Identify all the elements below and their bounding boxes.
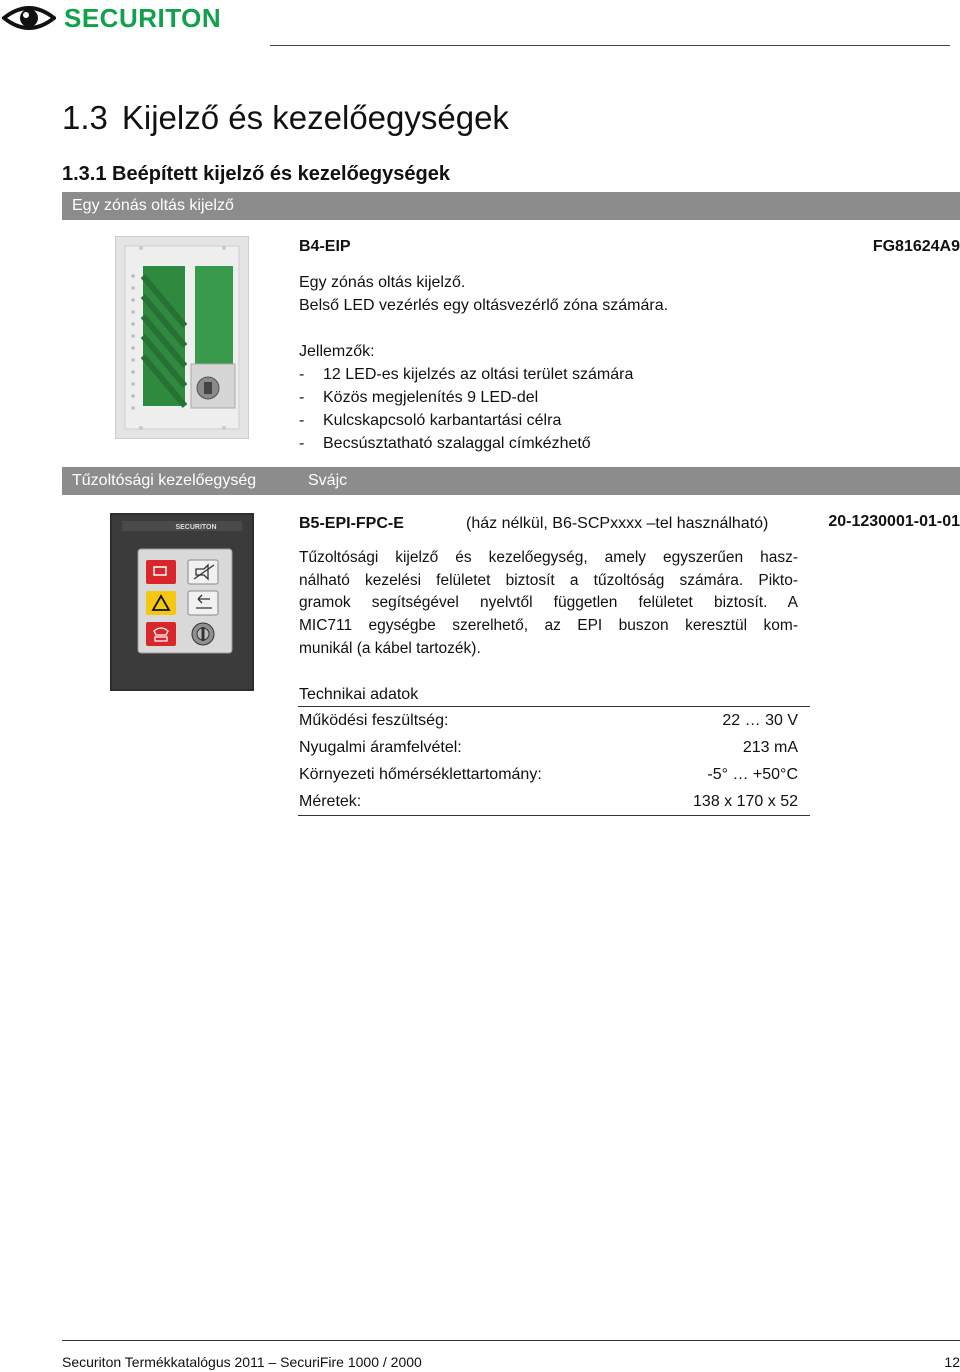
description-line: Egy zónás oltás kijelző. [299,274,466,291]
section-title [62,98,509,138]
subsection-title: 1.3.1 Beépített kijelző és kezelőegységek [62,163,450,185]
description-line: munikál (a kábel tartozék). [299,639,481,657]
features-title: Jellemzők: [299,343,375,360]
tech-row [298,734,810,761]
device-logo: SECURITON [175,524,217,531]
tech-row [298,761,810,788]
tech-value: -5° … +50°C [707,766,798,783]
footer-text: Securiton Termékkatalógus 2011 – SecuriFire 1000 / 2000 [62,1354,422,1370]
description-line: gramok segítségével nyelvtől független felületet biztosít. A [299,594,798,612]
tech-value: 22 … 30 V [722,712,798,729]
category-label: Tűzoltósági kezelőegység [72,472,257,489]
tech-label: Méretek: [299,793,362,810]
tech-value: 138 x 170 x 52 [693,793,798,810]
footer-rule [62,1340,960,1341]
product-description [299,271,668,317]
page-number: 12 [944,1354,960,1370]
brand-logo: SECURITON [64,3,222,33]
feature-item: - 12 LED-es kijelzés az oltási terület számára [299,366,634,383]
tech-label: Működési feszültség: [299,712,449,729]
eye-icon [2,2,56,34]
description-line: nálható kezelési felületet biztosít a tűzoltóság számára. Pikto- [299,571,798,589]
product-description [299,547,798,661]
product-code: B5-EPI-FPC-E [299,515,404,532]
tech-row [298,707,810,734]
feature-item: - Kulcskapcsoló karbantartási célra [299,412,562,429]
feature-item: - Közös megjelenítés 9 LED-del [299,389,539,406]
category-region: Svájc [308,472,348,489]
b4-eip-product-image [115,236,249,439]
tech-table [298,706,810,816]
tech-label: Nyugalmi áramfelvétel: [299,739,462,756]
features-block [299,340,633,455]
category-bar [62,192,960,220]
tech-title: Technikai adatok [299,686,419,703]
article-number: 20-1230001-01-01 [828,513,960,530]
feature-item: - Becsúsztatható szalaggal címkézhető [299,435,591,452]
tech-row [298,788,810,815]
section-text: Kijelző és kezelőegységek [121,99,509,136]
header-rule [270,45,950,46]
product-note: (ház nélkül, B6-SCPxxxx –tel használható) [466,515,769,532]
category-label: Egy zónás oltás kijelző [72,197,234,214]
description-line: Tűzoltósági kijelző és kezelőegység, amely egyszerűen hasz- [299,549,798,566]
description-line: Belső LED vezérlés egy oltásvezérlő zóna számára. [299,297,669,314]
description-line: MIC711 egységbe szerelhető, az EPI buszon keresztül kom- [299,617,798,635]
product-code: B4-EIP [299,238,351,255]
article-number: FG81624A9 [872,238,960,255]
tech-value: 213 mA [742,739,798,756]
section-number: 1.3 [62,99,108,136]
category-bar [62,467,960,495]
tech-label: Környezeti hőmérséklettartomány: [299,766,542,783]
b5-epi-fpc-e-product-image [110,513,254,691]
